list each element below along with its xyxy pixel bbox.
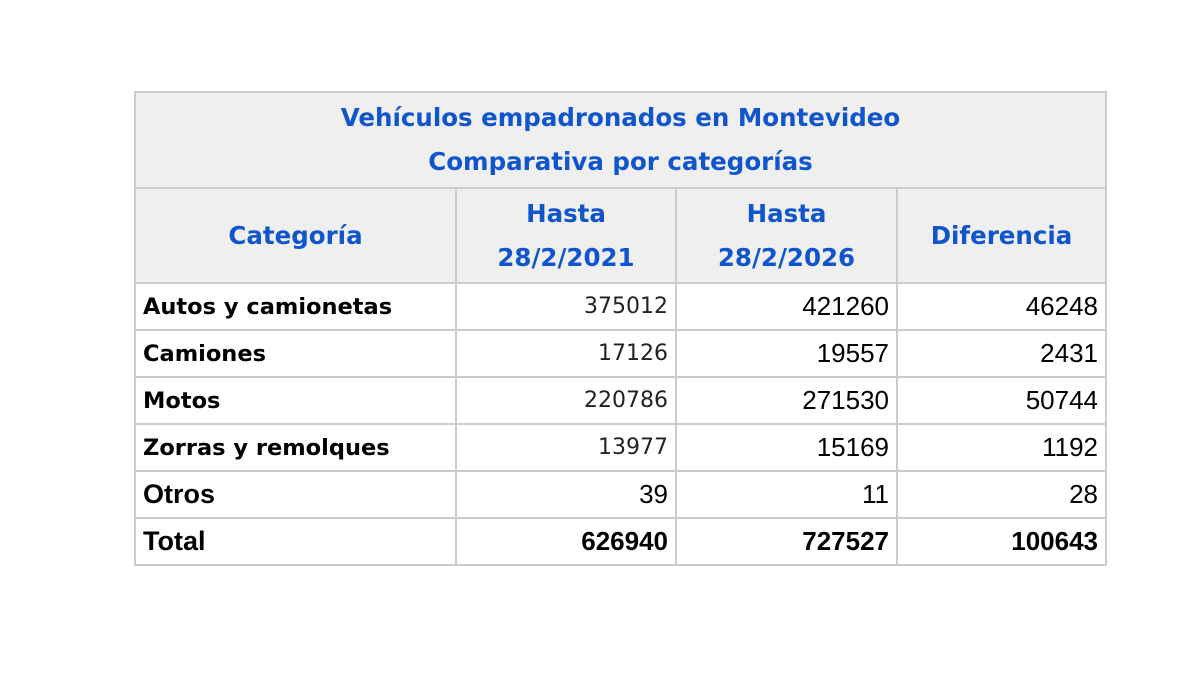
row-difference: 2431 xyxy=(897,330,1106,377)
total-difference: 100643 xyxy=(897,518,1106,565)
row-value-2026: 271530 xyxy=(676,377,897,424)
total-value-2026: 727527 xyxy=(676,518,897,565)
row-value-2026: 19557 xyxy=(676,330,897,377)
row-value-2021: 13977 xyxy=(456,424,676,471)
header-period-2026 xyxy=(676,188,897,283)
header-period-2026-line1: Hasta xyxy=(746,198,827,228)
header-period-2021-line2: 28/2/2021 xyxy=(497,242,635,272)
row-category: Autos y camionetas xyxy=(135,283,456,330)
table-title xyxy=(135,92,1106,188)
header-period-2021-line1: Hasta xyxy=(526,198,606,228)
row-difference: 46248 xyxy=(897,283,1106,330)
row-value-2026: 15169 xyxy=(676,424,897,471)
row-value-2026: 11 xyxy=(676,471,897,518)
table-row xyxy=(135,283,1106,330)
header-row xyxy=(135,188,1106,283)
row-category: Otros xyxy=(135,471,456,518)
row-value-2021: 17126 xyxy=(456,330,676,377)
row-category: Zorras y remolques xyxy=(135,424,456,471)
row-value-2026: 421260 xyxy=(676,283,897,330)
total-label: Total xyxy=(135,518,456,565)
row-value-2021: 375012 xyxy=(456,283,676,330)
header-period-2021 xyxy=(456,188,676,283)
table-title-line2: Comparativa por categorías xyxy=(428,147,813,176)
table-row xyxy=(135,330,1106,377)
title-row xyxy=(135,92,1106,188)
header-category: Categoría xyxy=(135,188,456,283)
header-period-2026-line2: 28/2/2026 xyxy=(717,242,856,272)
table-title-line1: Vehículos empadronados en Montevideo xyxy=(340,103,901,132)
header-difference: Diferencia xyxy=(897,188,1106,283)
row-category: Motos xyxy=(135,377,456,424)
row-difference: 28 xyxy=(897,471,1106,518)
table-row xyxy=(135,377,1106,424)
row-value-2021: 220786 xyxy=(456,377,676,424)
vehicles-table xyxy=(134,91,1107,566)
table-row xyxy=(135,471,1106,518)
row-difference: 1192 xyxy=(897,424,1106,471)
total-value-2021: 626940 xyxy=(456,518,676,565)
row-category: Camiones xyxy=(135,330,456,377)
table-row xyxy=(135,424,1106,471)
total-row xyxy=(135,518,1106,565)
row-value-2021: 39 xyxy=(456,471,676,518)
row-difference: 50744 xyxy=(897,377,1106,424)
